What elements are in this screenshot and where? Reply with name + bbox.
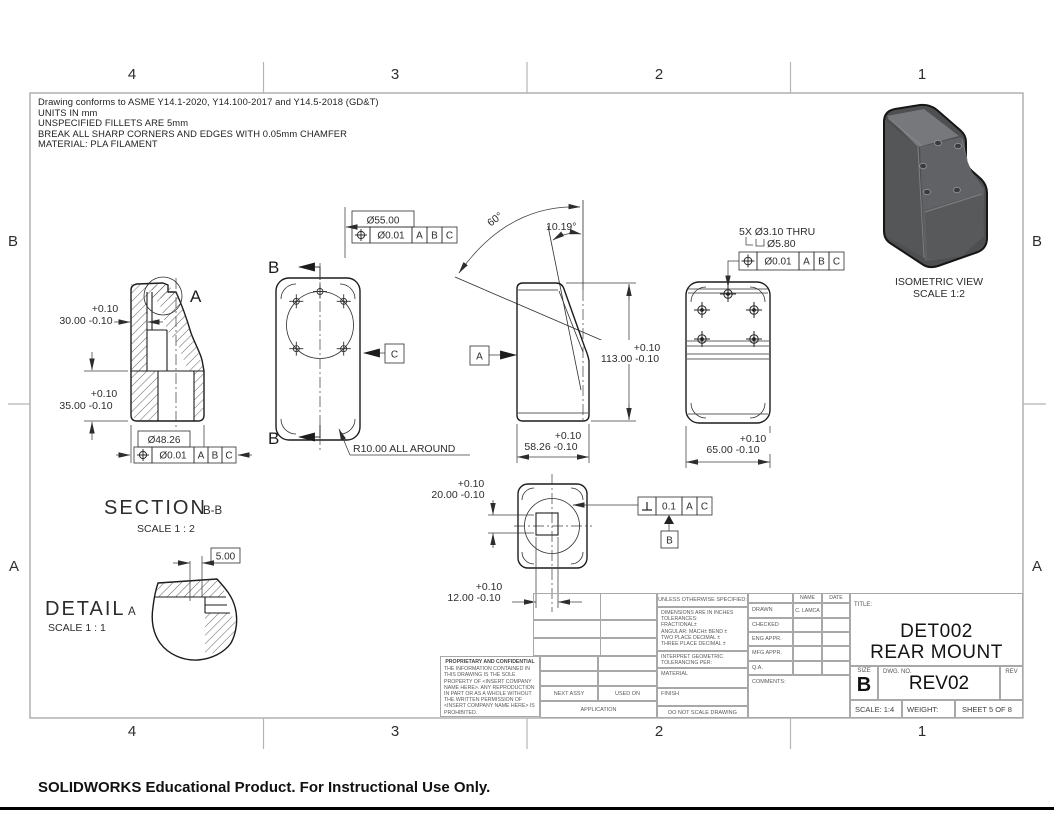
svg-text:A: A	[197, 450, 205, 462]
fcf-perpendicularity	[573, 497, 712, 548]
tb-proprietary	[440, 656, 540, 717]
counterbore-icon	[756, 239, 764, 246]
svg-text:20.00 -0.10: 20.00 -0.10	[431, 489, 485, 501]
solidworks-watermark: SOLIDWORKS Educational Product. For Instructional Use Only.	[38, 779, 491, 796]
tb-row-checked: CHECKED	[748, 618, 793, 632]
tb-material: MATERIAL	[657, 668, 748, 688]
svg-text:+0.10: +0.10	[739, 433, 767, 445]
datum-a	[470, 346, 516, 365]
zone-top-4: 4	[127, 66, 137, 83]
svg-text:Ø0.01: Ø0.01	[377, 230, 405, 242]
svg-text:B: B	[268, 258, 280, 277]
detail-scale: SCALE 1 : 1	[48, 622, 106, 634]
svg-text:Ø48.26: Ø48.26	[147, 435, 181, 446]
tb-unless: UNLESS OTHERWISE SPECIFIED:	[657, 593, 748, 607]
tol-line: TWO PLACE DECIMAL ±	[661, 634, 721, 641]
tb-rev-label: REV	[1005, 669, 1018, 675]
tol-line: ANGULAR: MACH± BEND ±	[661, 628, 728, 635]
tb-drawn-name: C. LAMCA	[793, 603, 822, 618]
svg-text:0.1: 0.1	[662, 501, 676, 513]
svg-text:B: B	[818, 256, 825, 268]
svg-text:Ø5.80: Ø5.80	[767, 238, 796, 250]
detail-circle-label: A	[190, 287, 202, 306]
detail-suffix: A	[128, 606, 136, 618]
section-suffix: B-B	[203, 505, 223, 517]
fcf-holes	[739, 252, 844, 270]
svg-text:R10.00 ALL AROUND: R10.00 ALL AROUND	[353, 443, 456, 455]
zone-bottom-1: 1	[917, 723, 927, 740]
tb-row-qa: Q.A.	[748, 661, 793, 675]
zone-bottom-2: 2	[654, 723, 664, 740]
svg-text:C: C	[832, 256, 841, 268]
tb-row-engappr: ENG APPR.	[748, 632, 793, 646]
tb-empty-cell	[822, 603, 850, 618]
zone-right-a: A	[1032, 558, 1043, 575]
svg-text:C: C	[700, 501, 709, 513]
tb-rev-cell	[1000, 666, 1023, 700]
tb-empty-cell	[533, 620, 657, 638]
tb-dwg-cell	[878, 666, 1000, 700]
tb-empty-cell	[822, 646, 850, 661]
tb-used-on: USED ON	[598, 686, 657, 701]
iso-scale: SCALE 1:2	[913, 288, 965, 300]
fcf-dia4826	[134, 447, 236, 463]
tb-title-line1: DET002	[900, 621, 973, 642]
back-view	[686, 226, 844, 468]
tb-empty-cell	[748, 593, 793, 603]
svg-text:5X Ø3.10 THRU: 5X Ø3.10 THRU	[739, 226, 816, 238]
interpret-line: INTERPRET GEOMETRIC	[661, 654, 724, 660]
svg-text:+0.10: +0.10	[475, 581, 503, 593]
position-symbol-icon	[742, 255, 755, 268]
side-view	[470, 283, 665, 463]
bottom-bar	[0, 807, 1054, 810]
detail-view	[152, 548, 240, 660]
position-symbol-icon	[137, 449, 149, 461]
svg-text:A: A	[803, 256, 810, 268]
bottom-view	[431, 474, 712, 612]
zone-bottom-4: 4	[127, 723, 137, 740]
svg-text:35.00 -0.10: 35.00 -0.10	[59, 400, 113, 412]
proprietary-title: PROPRIETARY AND CONFIDENTIAL	[445, 659, 535, 665]
note-line: BREAK ALL SHARP CORNERS AND EDGES WITH 0.05mm CHAMFER	[38, 127, 348, 139]
zone-top-1: 1	[917, 66, 927, 83]
datum-b-flag	[661, 515, 678, 548]
tb-empty-cell	[540, 656, 598, 671]
position-symbol-icon	[355, 229, 367, 241]
tb-next-assy: NEXT ASSY	[540, 686, 598, 701]
dim-dia4826	[116, 425, 252, 463]
tb-scale: SCALE: 1:4	[850, 700, 902, 718]
svg-text:B: B	[211, 450, 219, 462]
tb-empty-cell	[793, 618, 822, 632]
svg-text:30.00 -0.10: 30.00 -0.10	[59, 315, 113, 327]
svg-text:B: B	[268, 429, 280, 448]
tb-title-area	[850, 593, 1023, 666]
tb-size-value: B	[856, 674, 872, 696]
note-line: UNSPECIFIED FILLETS ARE 5mm	[38, 117, 189, 128]
svg-text:+0.10: +0.10	[90, 388, 118, 400]
perpendicularity-symbol-icon	[642, 502, 652, 510]
isometric-view	[884, 105, 987, 267]
holes-callout	[728, 226, 844, 287]
tb-empty-cell	[793, 632, 822, 646]
tb-empty-cell	[822, 661, 850, 675]
svg-text:C: C	[225, 450, 233, 462]
svg-text:58.26 -0.10: 58.26 -0.10	[524, 441, 578, 453]
section-view	[131, 277, 204, 430]
tb-empty-cell	[533, 638, 657, 656]
svg-text:12.00 -0.10: 12.00 -0.10	[447, 592, 501, 604]
tol-line: THREE PLACE DECIMAL ±	[661, 641, 726, 648]
tb-row-drawn: DRAWN	[748, 603, 793, 618]
note-line: MATERIAL: PLA FILAMENT	[38, 138, 158, 149]
svg-text:65.00 -0.10: 65.00 -0.10	[706, 444, 760, 456]
svg-text:60°: 60°	[485, 210, 506, 230]
tb-empty-cell	[540, 671, 598, 686]
datum-c	[364, 344, 404, 363]
svg-text:A: A	[476, 351, 483, 363]
svg-text:10.19°: 10.19°	[546, 221, 577, 233]
svg-text:+0.10: +0.10	[91, 303, 119, 315]
tb-title-label: TITLE:	[854, 602, 873, 608]
svg-text:A: A	[686, 501, 693, 513]
tb-size-cell	[850, 666, 878, 700]
tb-interpret	[657, 651, 748, 668]
tb-empty-cell	[598, 671, 657, 686]
zone-bottom-3: 3	[390, 723, 400, 740]
dim-35	[59, 352, 128, 440]
front-view	[268, 258, 470, 455]
tb-empty-cell	[793, 646, 822, 661]
detail-label: DETAIL	[45, 598, 126, 620]
tb-empty-cell	[822, 618, 850, 632]
tb-size-label: SIZE	[857, 668, 871, 674]
svg-text:C: C	[390, 349, 399, 361]
svg-text:Ø0.01: Ø0.01	[159, 450, 187, 462]
tb-comments: COMMENTS:	[748, 675, 850, 718]
dim-5826	[517, 424, 589, 463]
tb-date-header: DATE	[822, 593, 850, 603]
svg-text:Ø55.00: Ø55.00	[366, 215, 400, 227]
zone-left-b: B	[8, 233, 19, 250]
dim-dia55	[345, 207, 457, 258]
tb-tolerances	[657, 607, 748, 651]
tb-application: APPLICATION	[540, 701, 657, 718]
svg-text:+0.10: +0.10	[457, 478, 485, 490]
hole-targets	[694, 286, 762, 347]
tb-weight: WEIGHT:	[902, 700, 955, 718]
dim-65	[686, 426, 779, 468]
tb-dwg-label: DWG. NO.	[883, 669, 912, 675]
tb-empty-cell	[598, 656, 657, 671]
tb-finish: FINISH	[657, 688, 748, 706]
dim-113	[566, 283, 665, 421]
tb-dwg-value: REV02	[908, 673, 970, 694]
zone-top-3: 3	[390, 66, 400, 83]
tb-empty-cell	[793, 661, 822, 675]
note-line: UNITS IN mm	[38, 106, 98, 118]
svg-text:5.00: 5.00	[215, 551, 236, 563]
tb-empty-cell	[822, 632, 850, 646]
tol-line: TOLERANCES:	[661, 616, 698, 623]
tb-empty-cell	[533, 593, 657, 620]
svg-text:+0.10: +0.10	[554, 430, 582, 442]
iso-label: ISOMETRIC VIEW	[894, 276, 984, 288]
svg-text:+0.10: +0.10	[633, 342, 661, 354]
zone-left-a: A	[9, 558, 20, 575]
svg-text:B: B	[666, 535, 673, 547]
note-line: Drawing conforms to ASME Y14.1-2020, Y14.100-2017 and Y14.5-2018 (GD&T)	[38, 96, 379, 107]
svg-text:C: C	[445, 230, 454, 242]
svg-text:B: B	[431, 230, 438, 242]
section-scale: SCALE 1 : 2	[137, 523, 195, 535]
zone-right-b: B	[1032, 233, 1043, 250]
svg-text:Ø0.01: Ø0.01	[764, 256, 792, 268]
proprietary-body: THE INFORMATION CONTAINED IN THIS DRAWING IS THE SOLE PROPERTY OF <INSERT COMPANY NAME HERE>. ANY REPRODUCTION IN PART OR AS A WHOLE WITHOUT THE WRITTEN PERMISSION OF <INSERT COMPANY NAME HERE> IS PROHIBITED.	[444, 666, 535, 716]
section-label: SECTION	[104, 497, 207, 519]
svg-text:A: A	[416, 230, 423, 242]
tb-title-line2: REAR MOUNT	[870, 642, 1003, 663]
tb-sheet: SHEET 5 OF 8	[955, 700, 1023, 718]
interpret-line: TOLERANCING PER:	[661, 660, 712, 667]
svg-text:113.00 -0.10: 113.00 -0.10	[600, 353, 660, 365]
tb-divider	[600, 593, 601, 656]
tb-row-mfgappr: MFG APPR.	[748, 646, 793, 661]
tol-line: FRACTIONAL±	[661, 622, 697, 629]
tol-line: DIMENSIONS ARE IN INCHES	[661, 610, 734, 616]
tb-name-header: NAME	[793, 593, 822, 603]
fcf-dia55	[352, 227, 457, 243]
tb-do-not-scale: DO NOT SCALE DRAWING	[657, 706, 748, 718]
zone-top-2: 2	[654, 66, 664, 83]
